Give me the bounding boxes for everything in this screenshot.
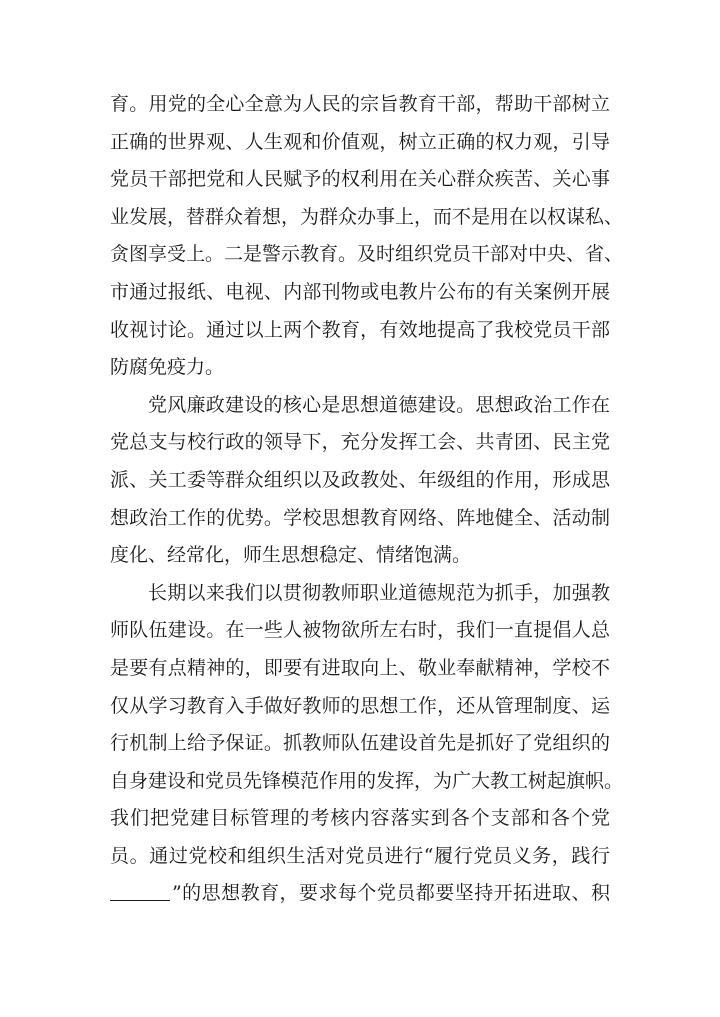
text-line: 党员干部把党和人民赋予的权利用在关心群众疾苦、关心事 (110, 168, 610, 191)
text-line: 长期以来我们以贯彻教师职业道德规范为抓手，加强教 (148, 581, 610, 604)
text-line: 育。用党的全心全意为人民的宗旨教育干部，帮助干部树立 (110, 93, 610, 115)
document-body (110, 86, 624, 913)
text-line: 贪图享受上。二是警示教育。及时组织党员干部对中央、省、 (110, 243, 624, 266)
text-line: 师队伍建设。在一些人被物欲所左右时，我们一直提倡人总 (110, 619, 610, 642)
text-line: 正确的世界观、人生观和价值观，树立正确的权力观，引导 (110, 130, 610, 153)
text-line: 行机制上给予保证。抓教师队伍建设首先是抓好了党组织的 (110, 732, 610, 755)
text-line: 派、关工委等群众组织以及政教处、年级组的作用，形成思 (110, 468, 610, 491)
text-line: 仅从学习教育入手做好教师的思想工作，还从管理制度、运 (110, 694, 610, 717)
text-line: 员。通过党校和组织生活对党员进行“履行党员义务，践行 (110, 844, 610, 867)
text-line: 是要有点精神的，即要有进取向上、敬业奉献精神，学校不 (110, 656, 610, 679)
fill-in-blank (110, 878, 170, 901)
text-line: 市通过报纸、电视、内部刊物或电教片公布的有关案例开展 (110, 280, 610, 303)
text-line: 度化、经常化，师生思想稳定、情绪饱满。 (110, 544, 472, 567)
text-line: 想政治工作的优势。学校思想教育网络、阵地健全、活动制 (110, 506, 610, 529)
text-line-with-blank (110, 875, 610, 913)
text-line: 党风廉政建设的核心是思想道德建设。思想政治工作在 (148, 393, 610, 416)
text-line: 自身建设和党员先锋模范作用的发挥，为广大教工树起旗帜。 (110, 769, 624, 792)
text-line: 党总支与校行政的领导下，充分发挥工会、共青团、民主党 (110, 431, 610, 454)
text-line: 业发展，替群众着想，为群众办事上，而不是用在以权谋私、 (110, 205, 624, 228)
text-line: 收视讨论。通过以上两个教育，有效地提高了我校党员干部 (110, 318, 610, 341)
text-line: 我们把党建目标管理的考核内容落实到各个支部和各个党 (110, 807, 610, 830)
text-line: 防腐免疫力。 (110, 356, 225, 379)
text-line-remainder: ”的思想教育，要求每个党员都要坚持开拓进取、积 (172, 882, 610, 905)
